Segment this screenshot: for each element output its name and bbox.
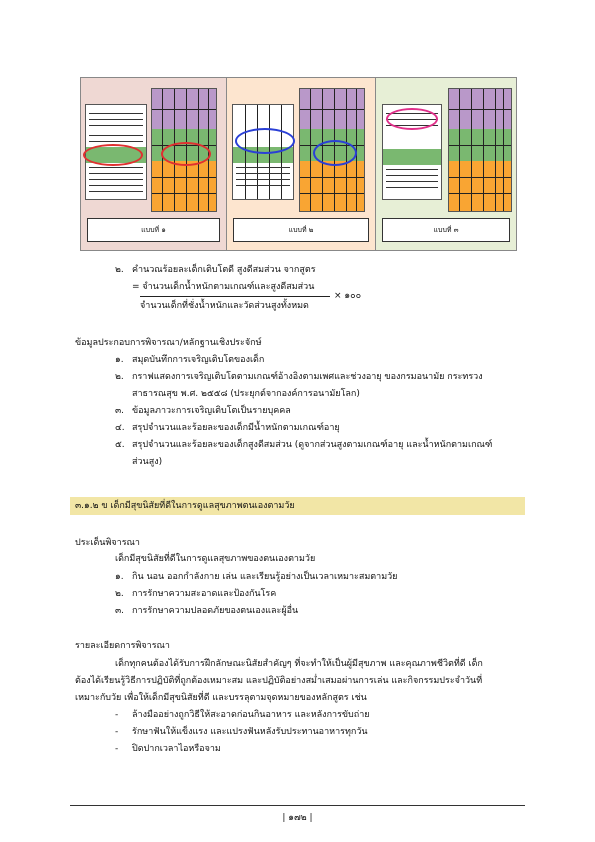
list-item: การรักษาความสะอาดและป้องกันโรค xyxy=(132,589,277,599)
chart-card-right xyxy=(448,88,512,212)
highlight-ellipse xyxy=(235,128,295,154)
page-number: | ๑๗๒ | xyxy=(282,813,313,823)
highlight-ellipse xyxy=(386,108,438,130)
highlight-ellipse xyxy=(313,140,357,166)
list-item-number: ๔. xyxy=(115,423,125,433)
list-item-continuation: ส่วนสูง) xyxy=(132,457,163,467)
list-item-continuation: สาธารณสุข พ.ศ. ๒๕๕๘ (ประยุกต์จากองค์การอนามัยโลก) xyxy=(132,389,360,399)
list-item-number: ๑. xyxy=(115,572,124,582)
formula-multiplier: × ๑๐๐ xyxy=(334,291,362,301)
list-item: กราฟแสดงการเจริญเติบโตตามเกณฑ์อ้างอิงตามเพศและช่วงอายุ ของกรมอนามัย กระทรวง xyxy=(132,372,483,382)
paragraph-line: เด็กทุกคนต้องได้รับการฝึกลักษณะนิสัยสำคัญๆ ที่จะทำให้เป็นผู้มีสุขภาพ และคุณภาพชีวิตที่ดี เด็ก xyxy=(115,659,483,669)
figure-panel-3 xyxy=(375,77,517,251)
formula-denominator: จำนวนเด็กที่ชั่งน้ำหนักและวัดส่วนสูงทั้งหมด xyxy=(140,301,309,311)
bullet-mark: - xyxy=(115,744,119,754)
list-item: สมุดบันทึกการเจริญเติบโตของเด็ก xyxy=(132,355,265,365)
list-item-number: ๒. xyxy=(115,372,124,382)
formula-label: ๒. xyxy=(115,265,124,275)
bullet-item: ปิดปากเวลาไอหรือจาม xyxy=(132,744,221,754)
paragraph-line: เหมาะกับวัย เพื่อให้เด็กมีสุขนิสัยที่ดี และบรรลุตามจุดหมายของหลักสูตร เช่น xyxy=(75,693,367,703)
details-heading: รายละเอียดการพิจารณา xyxy=(75,641,170,651)
issues-intro: เด็กมีสุขนิสัยที่ดีในการดูแลสุขภาพของตนเองตามวัย xyxy=(115,554,316,564)
footer-rule xyxy=(70,805,525,806)
list-item-number: ๓. xyxy=(115,606,125,616)
bullet-mark: - xyxy=(115,727,119,737)
evidence-heading: ข้อมูลประกอบการพิจารณา/หลักฐานเชิงประจักษ์ xyxy=(75,338,262,348)
bullet-item: รักษาฟันให้แข็งแรง และแปรงฟันหลังรับประทานอาหารทุกวัน xyxy=(132,727,368,737)
fraction-bar xyxy=(140,296,330,297)
issues-heading: ประเด็นพิจารณา xyxy=(75,538,140,548)
figure-panel-2 xyxy=(226,77,376,251)
list-item-number: ๕. xyxy=(115,440,125,450)
bullet-item: ล้างมืออย่างถูกวิธีให้สะอาดก่อนกินอาหาร และหลังการขับถ่าย xyxy=(132,710,370,720)
list-item: การรักษาความปลอดภัยของตนเองและผู้อื่น xyxy=(132,606,299,616)
section-title: ๓.๑.๒ ข เด็กมีสุขนิสัยที่ดีในการดูแลสุขภาพตนเองตามวัย xyxy=(75,501,295,511)
highlight-ellipse xyxy=(161,142,211,166)
bullet-mark: - xyxy=(115,710,119,720)
list-item-number: ๓. xyxy=(115,406,125,416)
list-item: สรุปจำนวนและร้อยละของเด็กมีน้ำหนักตามเกณฑ์อายุ xyxy=(132,423,340,433)
paragraph-line: ต้องได้เรียนรู้วิธีการปฏิบัติที่ถูกต้องเหมาะสม และปฏิบัติอย่างสม่ำเสมอผ่านการเล่น และกิจกรรมประจำวันที่ xyxy=(75,676,483,686)
formula-intro: คำนวณร้อยละเด็กเติบโตดี สูงดีสมส่วน จากสูตร xyxy=(132,265,316,275)
panel-caption: แบบที่ ๑ xyxy=(87,218,220,242)
list-item-number: ๑. xyxy=(115,355,124,365)
formula-numerator: = จำนวนเด็กน้ำหนักตามเกณฑ์และสูงดีสมส่วน xyxy=(132,282,315,292)
panel-caption: แบบที่ ๓ xyxy=(382,218,510,242)
figure-panel-1 xyxy=(80,77,227,251)
panel-caption: แบบที่ ๒ xyxy=(233,218,369,242)
list-item: กิน นอน ออกกำลังกาย เล่น และเรียนรู้อย่างเป็นเวลาเหมาะสมตามวัย xyxy=(132,572,398,582)
list-item-number: ๒. xyxy=(115,589,124,599)
list-item: ข้อมูลภาวะการเจริญเติบโตเป็นรายบุคคล xyxy=(132,406,291,416)
highlight-ellipse xyxy=(83,144,143,166)
list-item: สรุปจำนวนและร้อยละของเด็กสูงดีสมส่วน (ดูจากส่วนสูงตามเกณฑ์อายุ และน้ำหนักตามเกณฑ์ xyxy=(132,440,493,450)
